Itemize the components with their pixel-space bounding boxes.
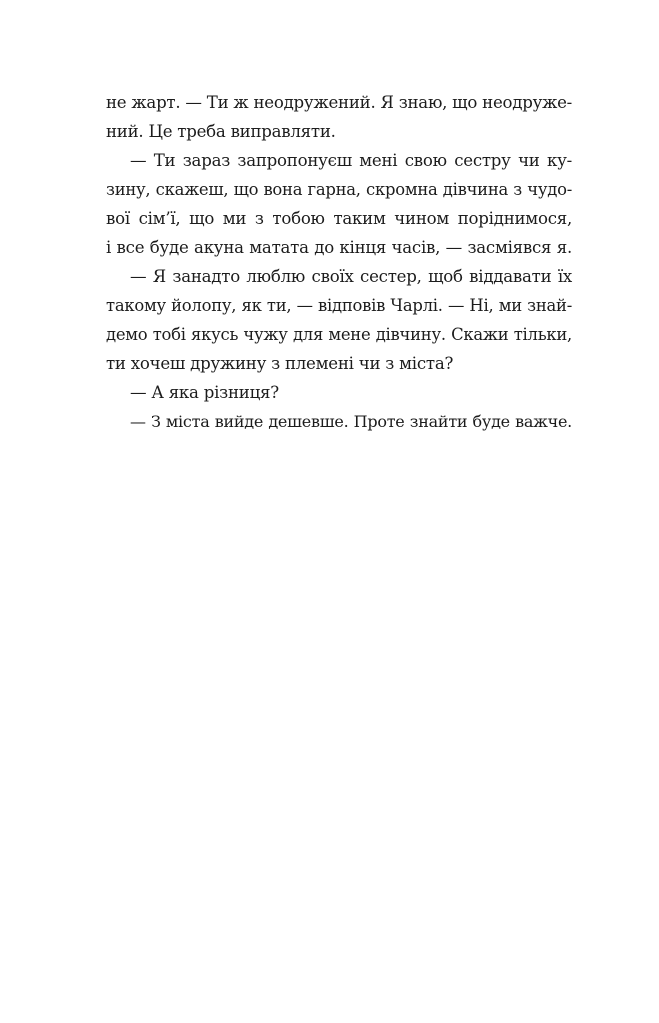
text-line: не жарт. — Ти ж неодружений. Я знаю, що неодруже- <box>106 93 573 112</box>
text-line: демо тобі якусь чужу для мене дівчину. Скажи тільки, <box>106 325 572 344</box>
text-line: зину, скажеш, що вона гарна, скромна дівчина з чудо- <box>106 180 572 199</box>
text-line: вої сім’ї, що ми з тобою таким чином поріднимося, <box>106 209 572 228</box>
text-line: — З міста вийде дешевше. Проте знайти буде важче. <box>130 412 572 431</box>
text-line: ний. Це треба виправляти. <box>106 122 336 141</box>
text-line: ти хочеш дружину з племені чи з міста? <box>106 354 454 373</box>
text-line: — Я занадто люблю своїх сестер, щоб віддавати їх <box>130 267 572 286</box>
text-line: — А яка різниця? <box>130 383 279 402</box>
text-line: і все буде акуна матата до кінця часів, — засміявся я. <box>106 238 572 257</box>
body-text <box>106 88 572 436</box>
text-line: такому йолопу, як ти, — відповів Чарлі. — Ні, ми знай- <box>106 296 572 315</box>
text-line: — Ти зараз запропонуєш мені свою сестру чи ку- <box>130 151 572 170</box>
